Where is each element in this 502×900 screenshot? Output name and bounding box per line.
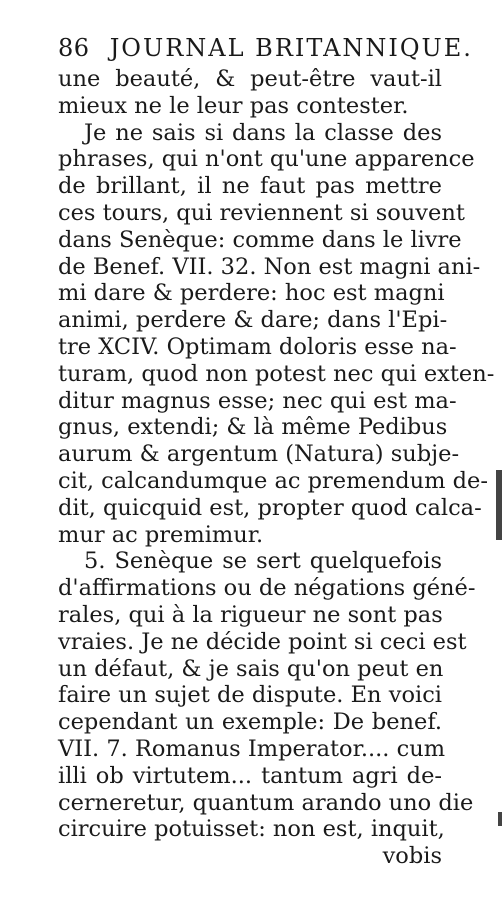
page-edge-shadow [496, 470, 502, 540]
text-line: mur ac premimur. [58, 521, 264, 548]
text-line: phrases, qui n'ont qu'une apparence [58, 146, 475, 173]
text-line: un défaut, & je sais qu'on peut en [58, 655, 444, 682]
text-line: ditur magnus esse; nec qui est ma- [58, 387, 457, 414]
text-line: rales, qui à la rigueur ne sont pas [58, 601, 443, 628]
running-title: JOURNAL BRITANNIQUE. [109, 34, 473, 62]
text-line: gnus, extendi; & là même Pedibus [58, 414, 448, 441]
catchword: vobis [382, 843, 442, 870]
text-line: animi, perdere & dare; dans l'Epi- [58, 307, 448, 334]
text-line: cependant un exemple: De benef. [58, 709, 442, 736]
text-line: circuire potuisset: non est, inquit, [58, 816, 445, 843]
text-line: mi dare & perdere: hoc est magni [58, 280, 445, 307]
text-line: d'affirmations ou de négations géné- [58, 575, 476, 602]
text-line: Je ne sais si dans la classe des [84, 119, 442, 146]
page-number: 86 [58, 34, 90, 62]
text-line: turam, quod non potest nec qui exten- [58, 360, 495, 387]
text-line: de brillant, il ne faut pas mettre [58, 173, 442, 200]
text-line: illi ob virtutem... tantum agri de- [58, 762, 442, 789]
text-line: vraies. Je ne décide point si ceci est [58, 628, 467, 655]
text-line: une beauté, & peut-être vaut-il [58, 66, 442, 92]
running-header [58, 34, 473, 62]
page-edge-mark [498, 812, 502, 826]
body-text [58, 66, 495, 870]
text-line: dans Senèque: comme dans le livre [58, 226, 462, 253]
text-line: dit, quicquid est, propter quod calca- [58, 494, 482, 521]
text-line: cerneretur, quantum arando uno die [58, 789, 474, 816]
text-line: faire un sujet de dispute. En voici [58, 682, 442, 709]
text-line: ces tours, qui reviennent si souvent [58, 199, 465, 226]
text-line: cit, calcandumque ac premendum de- [58, 467, 488, 494]
text-line: VII. 7. Romanus Imperator.... cum [58, 735, 446, 762]
text-line: aurum & argentum (Natura) subje- [58, 441, 460, 468]
text-line: tre XCIV. Optimam doloris esse na- [58, 333, 457, 360]
text-line: 5. Senèque se sert quelquefois [84, 548, 442, 575]
text-line: de Benef. VII. 32. Non est magni ani- [58, 253, 481, 280]
text-line: mieux ne le leur pas contester. [58, 92, 409, 119]
